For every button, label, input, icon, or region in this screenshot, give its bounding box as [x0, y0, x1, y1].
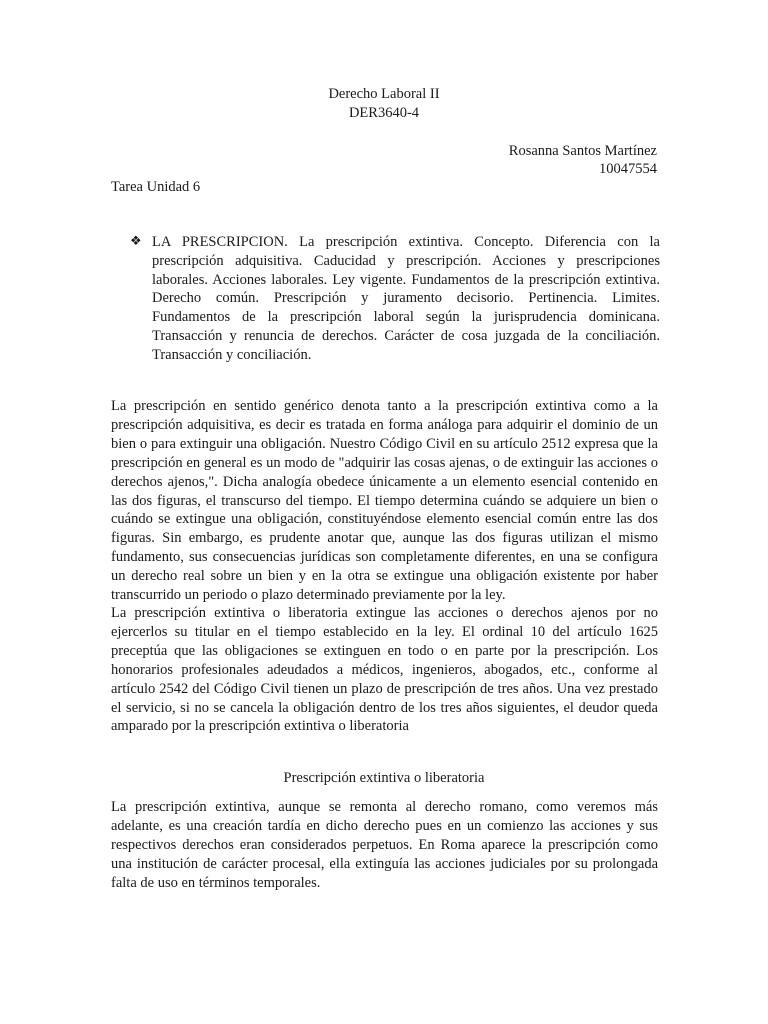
student-name: Rosanna Santos Martínez: [508, 143, 657, 159]
topic-list-item: [130, 233, 660, 365]
section-heading: Prescripción extintiva o liberatoria: [283, 770, 485, 786]
section-paragraph: La prescripción extintiva, aunque se remonta al derecho romano, como veremos más adelante, es una creación tardía en dicho derecho pues en un comienzo las acciones y sus respectivos derechos eran considerados perpetuos. En Roma aparece la prescripción como una institución de carácter procesal, ella extinguía las acciones judiciales por su prolongada falta de uso en términos temporales.: [111, 799, 658, 891]
topic-list-text: LA PRESCRIPCION. La prescripción extintiva. Concepto. Diferencia con la prescripción adquisitiva. Caducidad y prescripción. Acciones y prescripciones laborales. Acciones laborales. Ley vigente. Fundamentos de la prescripción extintiva. Derecho común. Prescripción y juramento decisorio. Pertinencia. Limites. Fundamentos de la prescripción laboral según la jurisprudencia dominicana. Transacción y renuncia de derechos. Carácter de cosa juzgada de la conciliación. Transacción y conciliación.: [152, 234, 660, 363]
course-title: Derecho Laboral II: [328, 86, 440, 102]
diamond-bullet-icon: ❖: [130, 234, 142, 249]
body-paragraph-1: La prescripción en sentido genérico denota tanto a la prescripción extintiva como a la prescripción adquisitiva, es decir es tratada en forma análoga para adquirir el dominio de un bien o para extinguir una obligación. Nuestro Código Civil en su artículo 2512 expresa que la prescripción en general es un modo de "adquirir las cosas ajenas, o de extinguir las acciones o derechos ajenos,". Dicha analogía obedece únicamente a un elemento esencial contenido en las dos figuras, el transcurso del tiempo. El tiempo determina cuándo se adquiere un bien o cuándo se extingue una obligación, constituyéndose elemento esencial común entre las dos figuras. Sin embargo, es prudente anotar que, aunque las dos figuras utilizan el mismo fundamento, sus consecuencias jurídicas son completamente diferentes, en una se configura un derecho real sobre un bien y en la otra se extingue una obligación existente por haber transcurrido un periodo o plazo determinado previamente por la ley.: [111, 398, 658, 604]
student-id: 10047554: [599, 161, 657, 177]
body-paragraph-2: La prescripción extintiva o liberatoria extingue las acciones o derechos ajenos por no ejercerlos su titular en el tiempo establecido en la ley. El ordinal 10 del artículo 1625 preceptúa que las obligaciones se extinguen en todo o en parte por la prescripción. Los honorarios profesionales adeudados a médicos, ingenieros, abogados, etc., conforme al artículo 2542 del Código Civil tienen un plazo de prescripción de tres años. Una vez prestado el servicio, si no se cancela la obligación dentro de los tres años siguientes, el deudor queda amparado por la prescripción extintiva o liberatoria: [111, 605, 658, 735]
course-code: DER3640-4: [348, 105, 420, 121]
assignment-title: Tarea Unidad 6: [111, 179, 201, 195]
